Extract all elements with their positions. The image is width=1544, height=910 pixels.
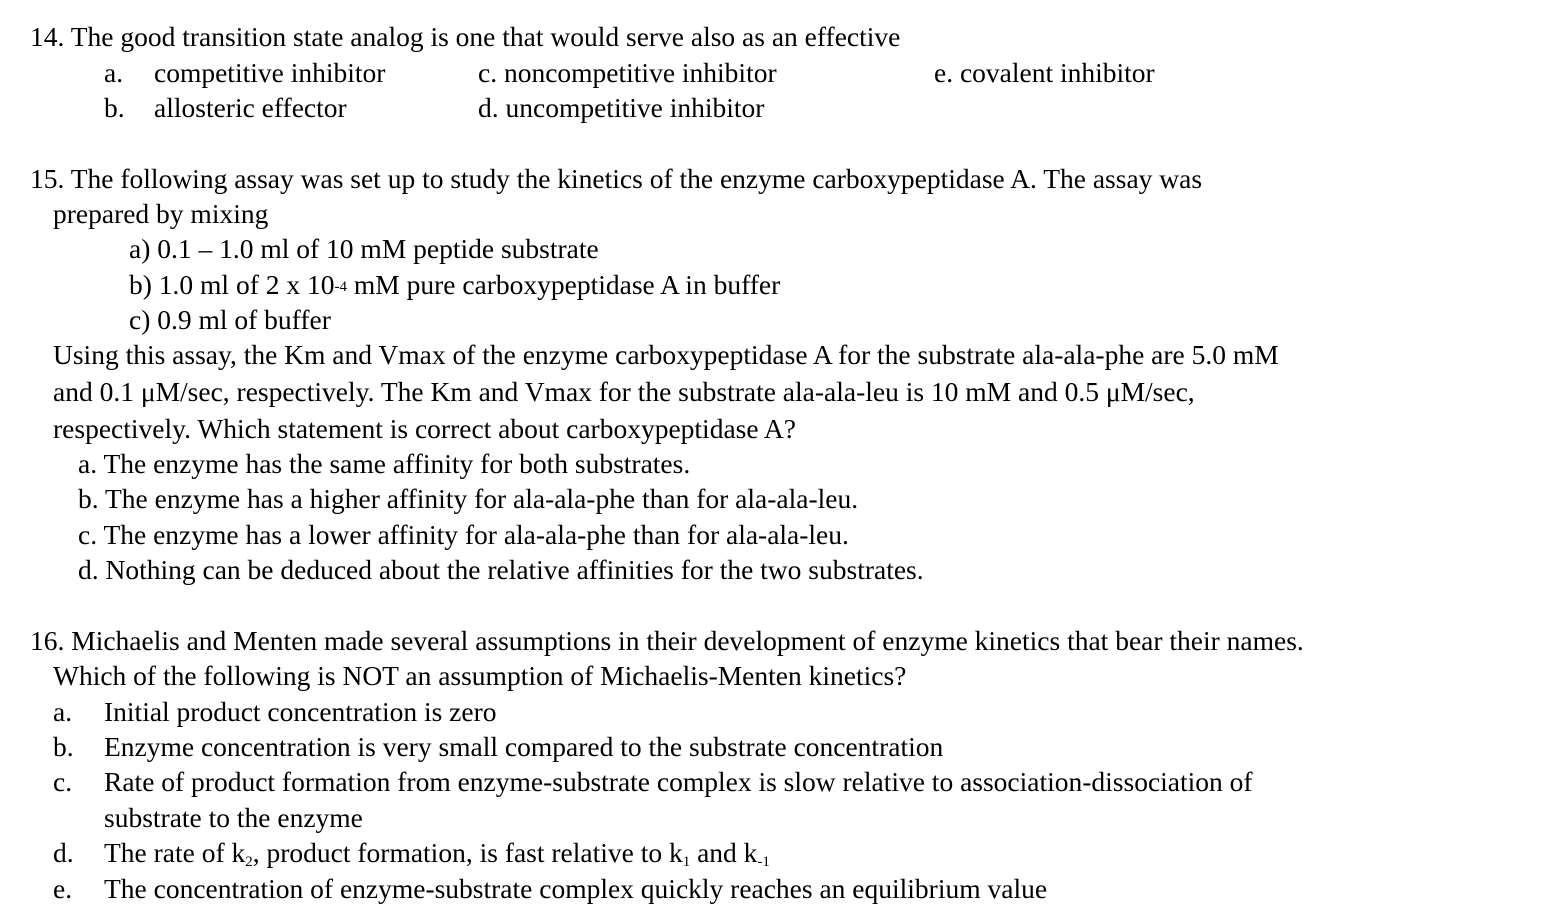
q16-option-c-line1: Rate of product formation from enzyme-substrate complex is slow relative to association-dissociation of — [104, 766, 1253, 797]
q16-option-a: Initial product concentration is zero — [104, 696, 497, 727]
q16-option-d-sub-k1: 1 — [682, 854, 691, 870]
q15-mix-b-post: mM pure carboxypeptidase A in buffer — [346, 269, 781, 300]
q16-option-d — [104, 836, 770, 875]
q16-option-d-letter: d. — [53, 837, 74, 868]
q16-option-e: The concentration of enzyme-substrate complex quickly reaches an equilibrium value — [104, 873, 1048, 904]
q16-option-e-letter: e. — [53, 873, 73, 904]
q15-body-line1: Using this assay, the Km and Vmax of the enzyme carboxypeptidase A for the substrate ala-ala-phe are 5.0 mM — [53, 339, 1279, 370]
q15-mix-b — [129, 268, 780, 307]
q15-stem-line1: 15. The following assay was set up to study the kinetics of the enzyme carboxypeptidase A. The assay was — [30, 163, 1203, 194]
q14-option-c: c. noncompetitive inhibitor — [478, 57, 777, 88]
q15-body-line3: respectively. Which statement is correct about carboxypeptidase A? — [53, 413, 796, 444]
q16-option-c-letter: c. — [53, 766, 73, 797]
q16-stem-line2: Which of the following is NOT an assumption of Michaelis-Menten kinetics? — [53, 660, 907, 691]
q15-mix-c: c) 0.9 ml of buffer — [129, 304, 331, 335]
q16-option-d-sub-k-minus1: -1 — [757, 854, 770, 870]
q15-body-line2: and 0.1 μM/sec, respectively. The Km and Vmax for the substrate ala-ala-leu is 10 mM and 0.5 μM/sec, — [53, 376, 1195, 407]
q16-option-b: Enzyme concentration is very small compared to the substrate concentration — [104, 731, 944, 762]
q16-option-a-letter: a. — [53, 696, 73, 727]
q16-option-d-text3: and k — [690, 837, 758, 868]
q15-option-c: c. The enzyme has a lower affinity for ala-ala-phe than for ala-ala-leu. — [78, 519, 849, 550]
q14-option-d: d. uncompetitive inhibitor — [478, 92, 765, 123]
q14-option-a-letter: a. — [104, 57, 124, 88]
q14-option-b: allosteric effector — [154, 92, 347, 123]
q15-mix-b-exponent: -4 — [334, 279, 347, 295]
q15-option-d: d. Nothing can be deduced about the relative affinities for the two substrates. — [78, 554, 924, 585]
q14-option-a: competitive inhibitor — [154, 57, 386, 88]
q15-mix-b-pre: b) 1.0 ml of 2 x 10 — [129, 269, 335, 300]
q14-option-e: e. covalent inhibitor — [934, 57, 1155, 88]
q14-stem: 14. The good transition state analog is one that would serve also as an effective — [30, 21, 901, 52]
q16-option-b-letter: b. — [53, 731, 74, 762]
q15-option-a: a. The enzyme has the same affinity for both substrates. — [78, 448, 691, 479]
q15-stem-line2: prepared by mixing — [53, 198, 269, 229]
q15-mix-a: a) 0.1 – 1.0 ml of 10 mM peptide substrate — [129, 233, 599, 264]
q14-option-b-letter: b. — [104, 92, 125, 123]
q16-stem-line1: 16. Michaelis and Menten made several assumptions in their development of enzyme kinetics that bear their names. — [30, 625, 1304, 656]
q16-option-d-text2: , product formation, is fast relative to k — [252, 837, 683, 868]
q15-option-b: b. The enzyme has a higher affinity for ala-ala-phe than for ala-ala-leu. — [78, 483, 859, 514]
q16-option-d-sub-k2: 2 — [245, 854, 253, 870]
q16-option-c-line2: substrate to the enzyme — [104, 802, 363, 833]
q16-option-d-text1: The rate of k — [104, 837, 246, 868]
